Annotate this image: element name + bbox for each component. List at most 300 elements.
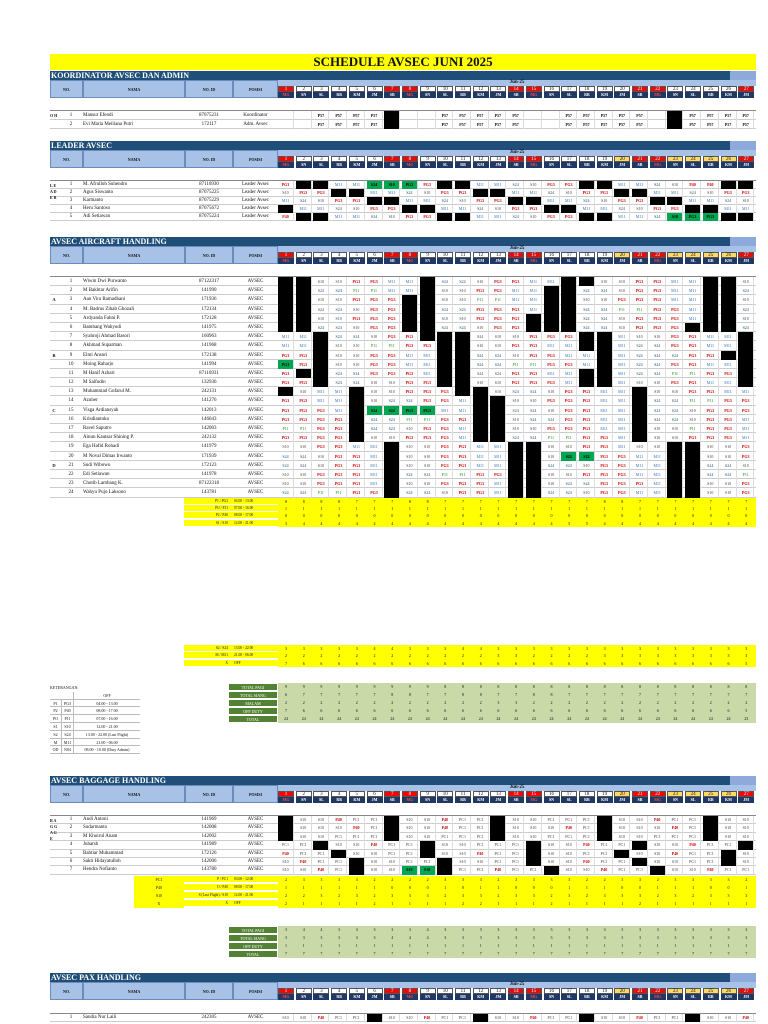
shift-cell[interactable]: M11 xyxy=(278,341,294,350)
shift-cell[interactable]: M11 xyxy=(738,415,754,424)
shift-cell[interactable] xyxy=(384,452,400,461)
shift-cell[interactable]: P57 xyxy=(738,120,754,129)
shift-cell[interactable]: S10 xyxy=(544,850,560,858)
shift-cell[interactable] xyxy=(738,378,754,387)
shift-cell[interactable] xyxy=(278,305,294,314)
shift-cell[interactable] xyxy=(437,360,453,369)
shift-cell[interactable]: P40 xyxy=(650,816,666,824)
shift-cell[interactable]: PG3 xyxy=(508,369,524,378)
shift-cell[interactable]: S10 xyxy=(331,824,347,832)
shift-cell[interactable]: S10 xyxy=(667,433,683,442)
shift-cell[interactable] xyxy=(667,470,683,479)
shift-cell[interactable]: S10 xyxy=(650,858,666,866)
shift-cell[interactable]: M11 xyxy=(508,286,524,295)
shift-cell[interactable]: PG3 xyxy=(721,369,737,378)
shift-cell[interactable]: S10 xyxy=(632,816,648,824)
shift-cell[interactable]: S10 xyxy=(614,314,630,323)
shift-cell[interactable]: PC1 xyxy=(455,866,471,874)
shift-cell[interactable]: M11 xyxy=(614,213,630,221)
shift-cell[interactable]: S24 xyxy=(650,415,666,424)
shift-cell[interactable] xyxy=(455,332,471,341)
shift-cell[interactable]: M11 xyxy=(632,181,648,189)
shift-cell[interactable]: PG3 xyxy=(544,351,560,360)
shift-cell[interactable]: S24 xyxy=(561,461,577,470)
shift-cell[interactable]: S10 xyxy=(313,833,329,841)
shift-cell[interactable]: S24 xyxy=(685,189,701,197)
shift-cell[interactable]: S10 xyxy=(721,824,737,832)
shift-cell[interactable] xyxy=(721,858,737,866)
shift-cell[interactable]: PG3 xyxy=(579,396,595,405)
shift-cell[interactable]: S10 xyxy=(349,341,365,350)
shift-cell[interactable] xyxy=(579,277,595,286)
shift-cell[interactable] xyxy=(490,424,506,433)
shift-cell[interactable]: PG3 xyxy=(703,351,719,360)
shift-cell[interactable]: M11 xyxy=(650,488,666,497)
shift-cell[interactable]: S10 xyxy=(420,442,436,451)
shift-cell[interactable]: M11 xyxy=(508,189,524,197)
shift-cell[interactable] xyxy=(508,197,524,205)
shift-cell[interactable] xyxy=(526,479,542,488)
shift-cell[interactable] xyxy=(526,850,542,858)
shift-cell[interactable]: S10 xyxy=(632,442,648,451)
shift-cell[interactable] xyxy=(278,387,294,396)
shift-cell[interactable]: P40 xyxy=(420,1014,436,1022)
shift-cell[interactable]: P11 xyxy=(420,415,436,424)
shift-cell[interactable]: PG3 xyxy=(402,387,418,396)
shift-cell[interactable]: S24 xyxy=(650,396,666,405)
shift-cell[interactable] xyxy=(278,314,294,323)
shift-cell[interactable]: S24 xyxy=(420,470,436,479)
shift-cell[interactable]: PG3 xyxy=(278,433,294,442)
shift-cell[interactable] xyxy=(597,378,613,387)
shift-cell[interactable]: M11 xyxy=(632,461,648,470)
shift-cell[interactable]: PG3 xyxy=(313,433,329,442)
shift-cell[interactable] xyxy=(490,824,506,832)
shift-cell[interactable]: PG3 xyxy=(667,314,683,323)
shift-cell[interactable]: S24 xyxy=(703,470,719,479)
shift-cell[interactable]: PC1 xyxy=(349,1014,365,1022)
shift-cell[interactable] xyxy=(420,332,436,341)
shift-cell[interactable]: S10 xyxy=(544,824,560,832)
shift-cell[interactable]: PC1 xyxy=(685,824,701,832)
shift-cell[interactable]: PG3 xyxy=(597,470,613,479)
shift-cell[interactable]: P57 xyxy=(561,111,577,120)
shift-cell[interactable] xyxy=(667,479,683,488)
shift-cell[interactable] xyxy=(455,181,471,189)
shift-cell[interactable] xyxy=(473,433,489,442)
shift-cell[interactable] xyxy=(721,850,737,858)
shift-cell[interactable]: S10 xyxy=(402,461,418,470)
shift-cell[interactable] xyxy=(296,120,312,129)
shift-cell[interactable]: M11 xyxy=(367,470,383,479)
shift-cell[interactable] xyxy=(544,295,560,304)
shift-cell[interactable]: M11 xyxy=(597,406,613,415)
shift-cell[interactable]: PC1 xyxy=(490,850,506,858)
shift-cell[interactable] xyxy=(490,396,506,405)
shift-cell[interactable] xyxy=(455,369,471,378)
shift-cell[interactable]: M11 xyxy=(685,314,701,323)
shift-cell[interactable]: S10 xyxy=(349,850,365,858)
shift-cell[interactable]: S10 xyxy=(721,488,737,497)
shift-cell[interactable] xyxy=(367,1014,383,1022)
shift-cell[interactable]: M11 xyxy=(685,286,701,295)
shift-cell[interactable]: S24 xyxy=(384,396,400,405)
shift-cell[interactable]: P57 xyxy=(579,111,595,120)
shift-cell[interactable]: PG3 xyxy=(632,277,648,286)
shift-cell[interactable]: S10 xyxy=(384,1014,400,1022)
shift-cell[interactable]: S10 xyxy=(384,387,400,396)
shift-cell[interactable]: PG3 xyxy=(367,277,383,286)
shift-cell[interactable]: PG3 xyxy=(738,452,754,461)
shift-cell[interactable]: PC1 xyxy=(367,824,383,832)
shift-cell[interactable]: PC1 xyxy=(579,833,595,841)
shift-cell[interactable]: PC1 xyxy=(490,841,506,849)
shift-cell[interactable] xyxy=(721,213,737,221)
shift-cell[interactable]: P40 xyxy=(313,866,329,874)
shift-cell[interactable]: S24 xyxy=(402,396,418,405)
shift-cell[interactable]: S10 xyxy=(632,332,648,341)
shift-cell[interactable]: S10 xyxy=(420,833,436,841)
shift-cell[interactable]: PG3 xyxy=(402,213,418,221)
shift-cell[interactable]: PG3 xyxy=(437,424,453,433)
shift-cell[interactable]: M11 xyxy=(455,406,471,415)
shift-cell[interactable]: PC1 xyxy=(667,1014,683,1022)
shift-cell[interactable]: S10 xyxy=(296,833,312,841)
shift-cell[interactable]: PG3 xyxy=(597,189,613,197)
shift-cell[interactable]: PG3 xyxy=(437,433,453,442)
shift-cell[interactable] xyxy=(455,360,471,369)
shift-cell[interactable]: PG3 xyxy=(384,351,400,360)
shift-cell[interactable]: PG3 xyxy=(738,406,754,415)
shift-cell[interactable]: P40 xyxy=(296,858,312,866)
shift-cell[interactable]: PG3 xyxy=(597,461,613,470)
shift-cell[interactable]: S10 xyxy=(384,433,400,442)
shift-cell[interactable] xyxy=(703,295,719,304)
shift-cell[interactable]: S24 xyxy=(579,286,595,295)
shift-cell[interactable]: M11 xyxy=(526,189,542,197)
shift-cell[interactable]: S24 xyxy=(278,452,294,461)
shift-cell[interactable]: M11 xyxy=(490,479,506,488)
shift-cell[interactable] xyxy=(544,323,560,332)
shift-cell[interactable]: S10 xyxy=(738,314,754,323)
shift-cell[interactable]: S10 xyxy=(544,452,560,461)
shift-cell[interactable] xyxy=(349,387,365,396)
shift-cell[interactable]: P40 xyxy=(473,850,489,858)
shift-cell[interactable]: S24 xyxy=(703,461,719,470)
shift-cell[interactable]: PG3 xyxy=(313,406,329,415)
shift-cell[interactable]: S10 xyxy=(367,332,383,341)
shift-cell[interactable]: S10 xyxy=(561,850,577,858)
shift-cell[interactable]: PG3 xyxy=(349,295,365,304)
shift-cell[interactable]: S10 xyxy=(296,866,312,874)
shift-cell[interactable]: M11 xyxy=(721,341,737,350)
shift-cell[interactable] xyxy=(526,488,542,497)
shift-cell[interactable] xyxy=(437,866,453,874)
shift-cell[interactable]: PG3 xyxy=(473,488,489,497)
shift-cell[interactable]: PG3 xyxy=(384,305,400,314)
shift-cell[interactable]: S24 xyxy=(632,351,648,360)
shift-cell[interactable] xyxy=(597,816,613,824)
shift-cell[interactable]: PG3 xyxy=(650,295,666,304)
shift-cell[interactable]: P57 xyxy=(367,120,383,129)
shift-cell[interactable]: S10 xyxy=(544,479,560,488)
shift-cell[interactable] xyxy=(455,341,471,350)
shift-cell[interactable] xyxy=(384,120,400,129)
shift-cell[interactable]: S10 xyxy=(313,295,329,304)
shift-cell[interactable]: PG3 xyxy=(473,479,489,488)
shift-cell[interactable]: P57 xyxy=(703,120,719,129)
shift-cell[interactable] xyxy=(597,213,613,221)
shift-cell[interactable] xyxy=(561,205,577,213)
shift-cell[interactable] xyxy=(614,850,630,858)
shift-cell[interactable]: PG3 xyxy=(349,277,365,286)
shift-cell[interactable] xyxy=(632,841,648,849)
shift-cell[interactable] xyxy=(561,323,577,332)
shift-cell[interactable]: PG3 xyxy=(703,424,719,433)
shift-cell[interactable]: PC1 xyxy=(650,833,666,841)
shift-cell[interactable]: M11 xyxy=(738,387,754,396)
shift-cell[interactable] xyxy=(579,378,595,387)
shift-cell[interactable] xyxy=(367,197,383,205)
shift-cell[interactable]: PC1 xyxy=(384,850,400,858)
shift-cell[interactable]: PC1 xyxy=(508,866,524,874)
shift-cell[interactable]: S24 xyxy=(367,181,383,189)
shift-cell[interactable]: PG3 xyxy=(455,442,471,451)
shift-cell[interactable]: S24 xyxy=(597,286,613,295)
shift-cell[interactable] xyxy=(278,205,294,213)
shift-cell[interactable]: S10 xyxy=(667,858,683,866)
shift-cell[interactable]: S10 xyxy=(508,816,524,824)
shift-cell[interactable] xyxy=(544,111,560,120)
shift-cell[interactable]: S24 xyxy=(667,351,683,360)
shift-cell[interactable]: S10 xyxy=(455,295,471,304)
shift-cell[interactable]: PG3 xyxy=(437,479,453,488)
shift-cell[interactable]: PG3 xyxy=(526,205,542,213)
shift-cell[interactable] xyxy=(420,120,436,129)
shift-cell[interactable]: S10 xyxy=(526,824,542,832)
shift-cell[interactable]: PG3 xyxy=(490,305,506,314)
shift-cell[interactable]: S10 xyxy=(614,833,630,841)
shift-cell[interactable]: S10 xyxy=(703,189,719,197)
shift-cell[interactable]: S24 xyxy=(632,341,648,350)
shift-cell[interactable] xyxy=(721,295,737,304)
shift-cell[interactable] xyxy=(349,433,365,442)
shift-cell[interactable]: S10 xyxy=(650,433,666,442)
shift-cell[interactable] xyxy=(278,816,294,824)
shift-cell[interactable]: S10 xyxy=(650,824,666,832)
shift-cell[interactable]: PG3 xyxy=(296,378,312,387)
shift-cell[interactable]: M11 xyxy=(367,442,383,451)
shift-cell[interactable]: PG3 xyxy=(331,433,347,442)
shift-cell[interactable]: S10 xyxy=(667,841,683,849)
shift-cell[interactable]: M11 xyxy=(402,351,418,360)
shift-cell[interactable]: S24 xyxy=(367,415,383,424)
shift-cell[interactable] xyxy=(313,332,329,341)
shift-cell[interactable]: M11 xyxy=(703,360,719,369)
shift-cell[interactable]: S10 xyxy=(508,824,524,832)
shift-cell[interactable]: PG3 xyxy=(738,479,754,488)
shift-cell[interactable]: M11 xyxy=(597,387,613,396)
shift-cell[interactable]: PC1 xyxy=(721,841,737,849)
shift-cell[interactable]: M11 xyxy=(296,341,312,350)
shift-cell[interactable] xyxy=(526,452,542,461)
shift-cell[interactable]: M11 xyxy=(685,197,701,205)
shift-cell[interactable] xyxy=(455,387,471,396)
shift-cell[interactable]: M11 xyxy=(685,305,701,314)
shift-cell[interactable]: M11 xyxy=(561,378,577,387)
shift-cell[interactable]: PG3 xyxy=(508,314,524,323)
shift-cell[interactable] xyxy=(437,213,453,221)
shift-cell[interactable]: S10 xyxy=(685,406,701,415)
shift-cell[interactable]: P40 xyxy=(437,816,453,824)
shift-cell[interactable]: S10 xyxy=(703,1014,719,1022)
shift-cell[interactable]: S10 xyxy=(278,189,294,197)
shift-cell[interactable]: PC1 xyxy=(349,833,365,841)
shift-cell[interactable]: S10 xyxy=(490,387,506,396)
shift-cell[interactable]: S10 xyxy=(313,277,329,286)
shift-cell[interactable] xyxy=(632,433,648,442)
shift-cell[interactable]: PC1 xyxy=(579,816,595,824)
shift-cell[interactable]: S24 xyxy=(313,305,329,314)
shift-cell[interactable]: P11 xyxy=(278,424,294,433)
shift-cell[interactable]: P40 xyxy=(685,181,701,189)
shift-cell[interactable]: PG3 xyxy=(526,332,542,341)
shift-cell[interactable]: S24 xyxy=(526,433,542,442)
shift-cell[interactable]: M11 xyxy=(667,286,683,295)
shift-cell[interactable]: S10 xyxy=(614,816,630,824)
shift-cell[interactable]: PG3 xyxy=(278,351,294,360)
shift-cell[interactable]: M11 xyxy=(721,360,737,369)
shift-cell[interactable]: S10 xyxy=(526,181,542,189)
shift-cell[interactable] xyxy=(349,424,365,433)
shift-cell[interactable]: S10 xyxy=(313,461,329,470)
shift-cell[interactable]: PC1 xyxy=(313,858,329,866)
shift-cell[interactable]: S10 xyxy=(473,378,489,387)
shift-cell[interactable]: S10 xyxy=(703,452,719,461)
shift-cell[interactable]: PG3 xyxy=(349,452,365,461)
shift-cell[interactable]: S10 xyxy=(367,433,383,442)
shift-cell[interactable]: PG3 xyxy=(455,479,471,488)
shift-cell[interactable]: PG3 xyxy=(526,351,542,360)
shift-cell[interactable]: S10 xyxy=(473,323,489,332)
shift-cell[interactable]: P11 xyxy=(614,305,630,314)
shift-cell[interactable]: PC1 xyxy=(667,816,683,824)
shift-cell[interactable]: S24 xyxy=(508,181,524,189)
shift-cell[interactable] xyxy=(296,295,312,304)
shift-cell[interactable]: S10 xyxy=(721,1014,737,1022)
shift-cell[interactable]: P11 xyxy=(738,470,754,479)
shift-cell[interactable] xyxy=(738,341,754,350)
shift-cell[interactable]: P40 xyxy=(437,824,453,832)
shift-cell[interactable]: S10 xyxy=(650,332,666,341)
shift-cell[interactable]: S10 xyxy=(367,396,383,405)
shift-cell[interactable]: PG3 xyxy=(738,189,754,197)
shift-cell[interactable]: S10 xyxy=(614,824,630,832)
shift-cell[interactable]: PC1 xyxy=(703,850,719,858)
shift-cell[interactable]: M11 xyxy=(579,351,595,360)
shift-cell[interactable]: PC1 xyxy=(721,866,737,874)
shift-cell[interactable]: PG3 xyxy=(402,181,418,189)
shift-cell[interactable] xyxy=(402,305,418,314)
shift-cell[interactable]: S10 xyxy=(703,479,719,488)
shift-cell[interactable]: PG3 xyxy=(632,314,648,323)
shift-cell[interactable]: S24 xyxy=(331,378,347,387)
shift-cell[interactable]: PG3 xyxy=(721,189,737,197)
shift-cell[interactable]: S10 xyxy=(402,824,418,832)
shift-cell[interactable]: M11 xyxy=(650,452,666,461)
shift-cell[interactable]: S10 xyxy=(455,858,471,866)
shift-cell[interactable]: S10 xyxy=(313,197,329,205)
shift-cell[interactable]: PG3 xyxy=(278,378,294,387)
shift-cell[interactable] xyxy=(703,816,719,824)
shift-cell[interactable]: PG3 xyxy=(437,461,453,470)
shift-cell[interactable]: PG3 xyxy=(296,396,312,405)
shift-cell[interactable]: S10 xyxy=(526,816,542,824)
shift-cell[interactable] xyxy=(296,323,312,332)
shift-cell[interactable]: PG3 xyxy=(703,415,719,424)
shift-cell[interactable]: PG3 xyxy=(508,323,524,332)
shift-cell[interactable]: S24 xyxy=(738,323,754,332)
shift-cell[interactable] xyxy=(526,197,542,205)
shift-cell[interactable]: S10 xyxy=(685,866,701,874)
shift-cell[interactable]: PG3 xyxy=(526,378,542,387)
shift-cell[interactable] xyxy=(738,181,754,189)
shift-cell[interactable]: S24 xyxy=(508,213,524,221)
shift-cell[interactable]: PG3 xyxy=(685,433,701,442)
shift-cell[interactable]: PG3 xyxy=(632,295,648,304)
shift-cell[interactable]: PC1 xyxy=(544,1014,560,1022)
shift-cell[interactable]: M11 xyxy=(561,351,577,360)
shift-cell[interactable]: PG3 xyxy=(632,197,648,205)
shift-cell[interactable]: PC1 xyxy=(367,816,383,824)
shift-cell[interactable]: PC1 xyxy=(685,816,701,824)
shift-cell[interactable]: S24 xyxy=(331,205,347,213)
shift-cell[interactable]: S10 xyxy=(331,277,347,286)
shift-cell[interactable]: S10 xyxy=(437,841,453,849)
shift-cell[interactable]: S10 xyxy=(544,858,560,866)
shift-cell[interactable]: M11 xyxy=(614,360,630,369)
shift-cell[interactable]: S10 xyxy=(490,341,506,350)
shift-cell[interactable]: PG3 xyxy=(420,396,436,405)
shift-cell[interactable]: S10 xyxy=(367,378,383,387)
shift-cell[interactable]: PG3 xyxy=(614,295,630,304)
shift-cell[interactable]: PG3 xyxy=(349,470,365,479)
shift-cell[interactable] xyxy=(685,461,701,470)
shift-cell[interactable] xyxy=(313,360,329,369)
shift-cell[interactable]: PC1 xyxy=(597,850,613,858)
shift-cell[interactable]: PG3 xyxy=(313,479,329,488)
shift-cell[interactable] xyxy=(278,120,294,129)
shift-cell[interactable]: S24 xyxy=(667,415,683,424)
shift-cell[interactable]: S10 xyxy=(367,858,383,866)
shift-cell[interactable] xyxy=(420,205,436,213)
shift-cell[interactable]: PG3 xyxy=(367,360,383,369)
shift-cell[interactable]: PG3 xyxy=(685,341,701,350)
shift-cell[interactable]: S24 xyxy=(544,415,560,424)
shift-cell[interactable]: PG3 xyxy=(738,396,754,405)
shift-cell[interactable]: S10 xyxy=(490,205,506,213)
shift-cell[interactable]: PG3 xyxy=(278,369,294,378)
shift-cell[interactable]: PG3 xyxy=(331,470,347,479)
shift-cell[interactable]: PG3 xyxy=(331,452,347,461)
shift-cell[interactable]: PG3 xyxy=(508,277,524,286)
shift-cell[interactable]: P57 xyxy=(685,111,701,120)
shift-cell[interactable]: S10 xyxy=(579,866,595,874)
shift-cell[interactable]: M11 xyxy=(331,406,347,415)
shift-cell[interactable]: PG3 xyxy=(367,351,383,360)
shift-cell[interactable]: M11 xyxy=(508,295,524,304)
shift-cell[interactable]: PG3 xyxy=(508,378,524,387)
